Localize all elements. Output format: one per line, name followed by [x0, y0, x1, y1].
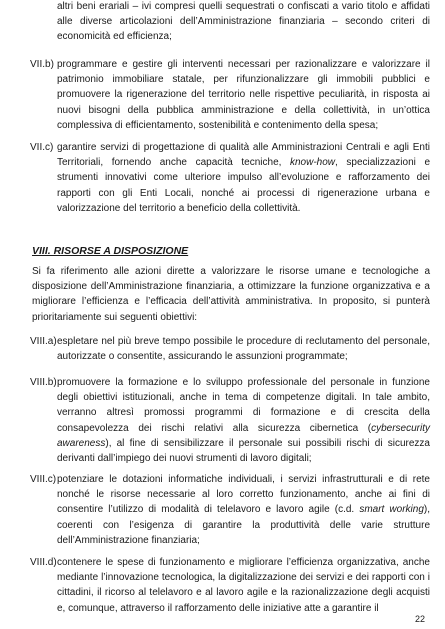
emphasis-term: smart working: [359, 504, 424, 516]
section-intro-paragraph: Si fa riferimento alle azioni dirette a valorizzare le risorse umane e tecnologiche a disposizione dell’Amministrazione finanziaria, a ottimizzare la funzione organizzativa e a migliorare l’efficienza e l’efficacia dell’attività amministrativa. In proposito, si punterà prioritariamente sui seguenti obiettivi:: [32, 266, 430, 323]
list-item-label: VIII.b): [30, 377, 57, 388]
list-item-text: promuovere la formazione e lo sviluppo professionale del personale in funzione degli obiettivi istituzionali, anche in tema di competenze digitali. In tale ambito, verranno altresì promossi programmi di formazione e di crescita della consapevolezza dei rischi relativi alla sicurezza cibernetica (cybersecurity awareness), al fine di sensibilizzare il personale sui possibili rischi di sicurezza derivanti dall’impiego dei nuovi strumenti di lavoro digitali;: [57, 377, 430, 465]
list-item-label: VIII.a): [30, 336, 57, 347]
section-title: VIII. RISORSE A DISPOSIZIONE: [32, 245, 189, 257]
list-item-text: garantire servizi di progettazione di qualità alle Amministrazioni Centrali e agli Enti Territoriali, fornendo anche capacità tecniche, know-how, specializzazioni e strumenti innovativi come ulteriore impulso all’evoluzione e rafforzamento dei rapporti con gli Enti Locali, nonché ai processi di rigenerazione urbana e valorizzazione del territorio a beneficio della collettività.: [57, 142, 430, 214]
list-item-label: VIII.c): [30, 474, 57, 485]
page-number: 22: [415, 614, 426, 624]
emphasis-term: cybersecurity awareness: [57, 422, 430, 449]
intro-paragraph: altri beni erariali – ivi compresi quelli sequestrati o confiscati a vario titolo e affidati alle diverse articolazioni dell’Amministrazione finanziaria – secondo criteri di economicità ed efficienza;: [57, 1, 430, 43]
list-item-text: potenziare le dotazioni informatiche individuali, i servizi infrastrutturali e di rete nonché le risorse necessarie al loro corretto funzionamento, anche ai fini di consentire l’utilizzo di modalità di telelavoro e lavoro agile (c.d. smart working), coerenti con l’esigenza di garantire la produttività delle varie strutture dell’Amministrazione finanziaria;: [57, 474, 430, 546]
list-item-text: espletare nel più breve tempo possibile le procedure di reclutamento del personale, autorizzate o consentite, assicurando le assunzioni programmate;: [57, 336, 430, 363]
list-item-text: contenere le spese di funzionamento e migliorare l’efficienza organizzativa, anche mediante l’innovazione tecnologica, la digitalizzazione dei servizi e dei rapporti con i cittadini, il ricorso al telelavoro e al lavoro agile e la razionalizzazione degli acquisti e, comunque, attraverso il rafforzamento delle iniziative atte a garantire il: [57, 557, 430, 614]
list-item-label: VII.b): [30, 59, 54, 70]
list-item-label: VIII.d): [30, 557, 57, 568]
emphasis-term: know-how: [290, 157, 336, 169]
list-item-text: programmare e gestire gli interventi necessari per razionalizzare e valorizzare il patrimonio immobiliare statale, per rifunzionalizzare gli immobili pubblici e promuovere la rigenerazione del territorio nelle rispettive peculiarità, in risposta ai nuovi bisogni della pubblica amministrazione e della collettività, in un’ottica complessiva di efficientamento, sostenibilità e contenimento della spesa;: [57, 59, 430, 131]
list-item-label: VII.c): [30, 142, 54, 153]
